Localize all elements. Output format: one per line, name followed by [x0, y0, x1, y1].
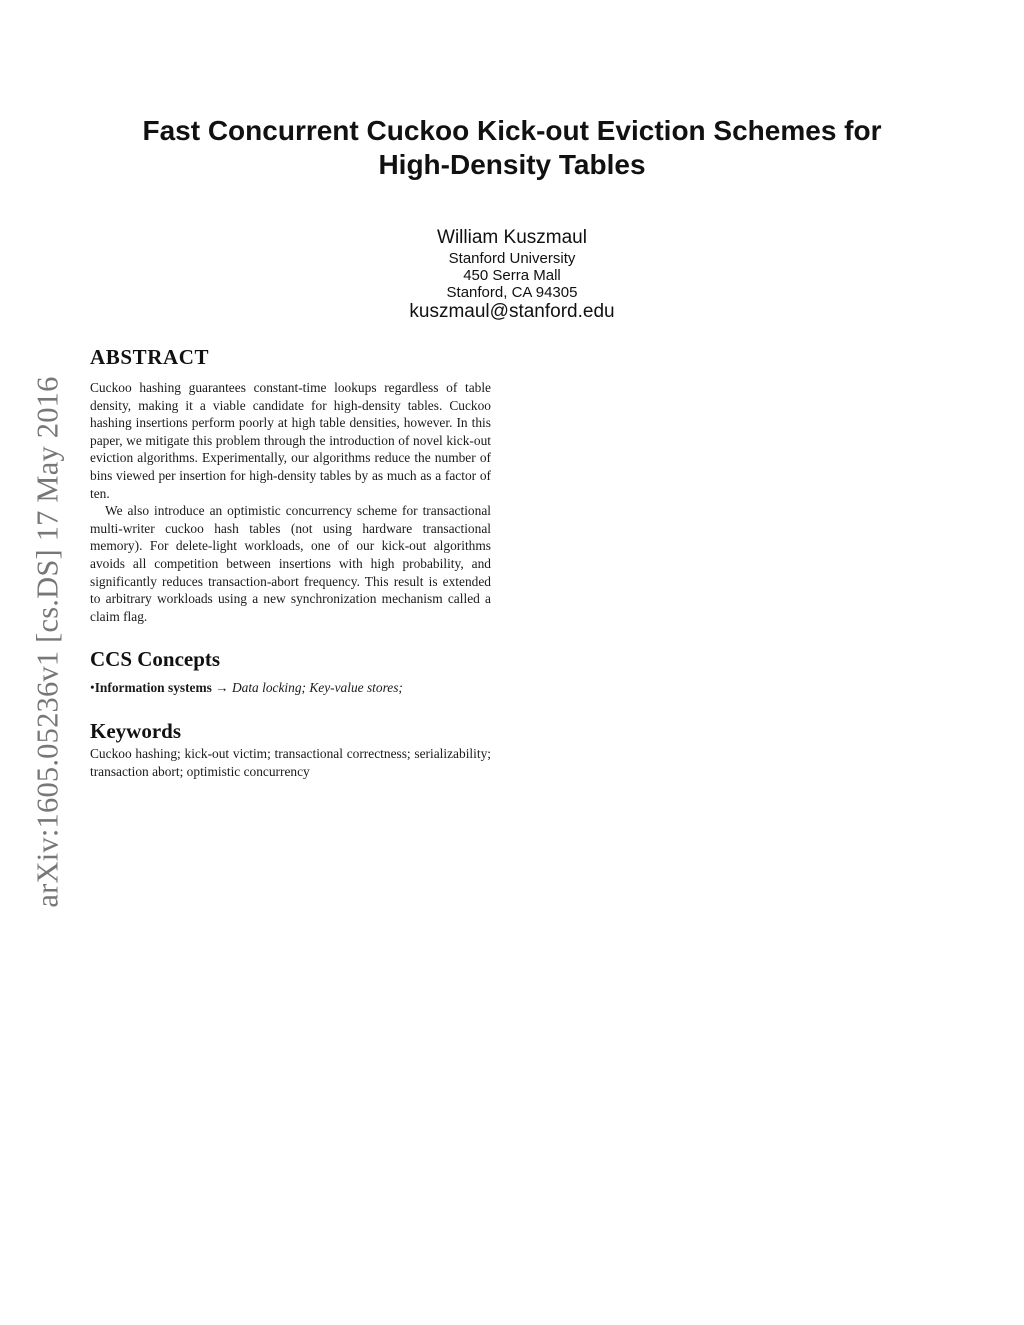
author-block — [0, 226, 1024, 323]
author-street: 450 Serra Mall — [463, 267, 561, 284]
author-city: Stanford, CA 94305 — [446, 284, 578, 301]
abstract-paragraph-1: Cuckoo hashing guarantees constant-time lookups regardless of table density, making it a viable candidate for high-density tables. Cuckoo hashing insertions perform poorly at high table densities, however. In this paper, we mitigate this problem through the introduction of novel kick-out eviction algorithms. Experimentally, our algorithms reduce the number of bins viewed per insertion for high-density tables by as much as a factor of ten. — [90, 380, 491, 501]
ccs-concepts-heading: CCS Concepts — [90, 647, 221, 672]
ccs-arrow: → — [211, 680, 232, 696]
title-line-1: Fast Concurrent Cuckoo Kick-out Eviction Schemes for — [142, 115, 882, 146]
abstract-section — [90, 343, 491, 625]
author-name: William Kuszmaul — [437, 227, 587, 248]
keywords-heading: Keywords — [90, 718, 181, 743]
ccs-terms: Data locking; Key-value stores; — [231, 680, 403, 696]
paper-title — [0, 114, 1024, 182]
abstract-heading: ABSTRACT — [90, 345, 210, 369]
ccs-concepts-line — [90, 679, 491, 697]
ccs-concepts-section — [90, 645, 491, 697]
keywords-text: Cuckoo hashing; kick-out victim; transactional correctness; serializability; transaction abort; optimistic concurrency — [90, 745, 491, 779]
arxiv-identifier: arXiv:1605.05236v1 [cs.DS] 17 May 2016 — [30, 376, 65, 908]
ccs-bullet: • — [90, 680, 95, 696]
ccs-category: Information systems — [94, 680, 212, 696]
abstract-paragraph-2: We also introduce an optimistic concurrency scheme for transactional multi-writer cuckoo hash tables (not using hardware transactional memory). For delete-light workloads, one of our kick-out algorithms avoids all competition between insertions with high probability, and significantly reduces transaction-abort frequency. This result is extended to arbitrary workloads using a new synchronization mechanism called a claim flag. — [90, 503, 491, 624]
author-email: kuszmaul@stanford.edu — [409, 301, 615, 322]
author-affiliation: Stanford University — [448, 250, 576, 267]
arxiv-sidebar — [28, 345, 68, 940]
keywords-section — [90, 717, 491, 780]
title-line-2: High-Density Tables — [378, 149, 646, 180]
left-column — [90, 343, 491, 780]
